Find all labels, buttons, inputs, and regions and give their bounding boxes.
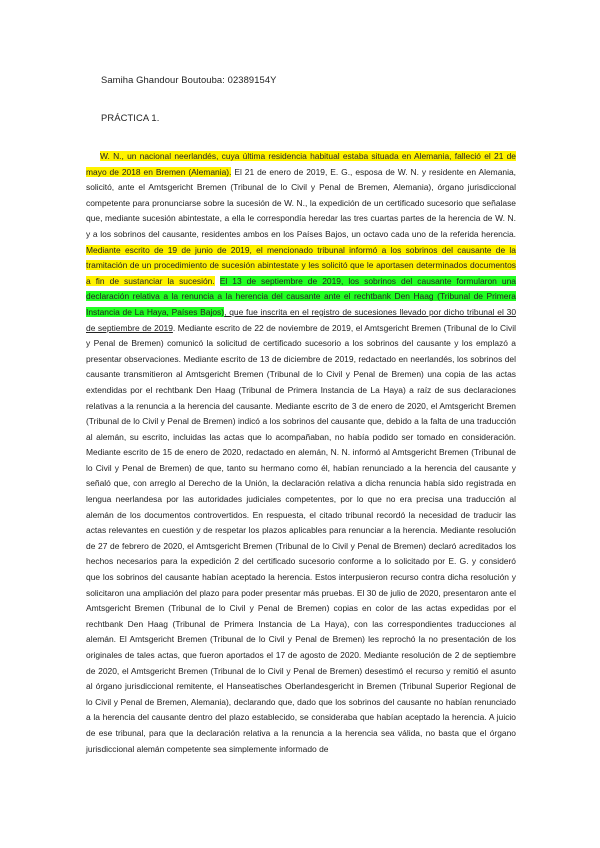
highlight-green: El 13 de septiembre de 2019, los sobrinos del causante formularon una declaración relativa a la renuncia a la herencia del causante ante el rechtbank Den Haag (Tribunal de Primera Instancia de La Haya, Países Bajos) [86, 275, 516, 317]
author-line: Samiha Ghandour Boutouba: 02389154Y [101, 74, 277, 85]
text-segment-2 [215, 276, 220, 286]
text-segment-3: . Mediante escrito de 22 de noviembre de 2019, el Amtsgericht Bremen (Tribunal de lo Civil y Penal de Bremen) comunicó la solicitud de certificado sucesorio a los sobrinos del causante y los emplazó a presentar observaciones. Mediante escrito de 13 de diciembre de 2019, redactado en neerlandés, los sobrinos del causante transmitieron al Amtsgericht Bremen (Tribunal de lo Civil y Penal de Bremen) una copia de las actas extendidas por el rechtbank Den Haag (Tribunal de Primera Instancia de La Haya) a raíz de sus declaraciones relativas a la renuncia a la herencia del causante. Mediante escrito de 3 de enero de 2020, el Amtsgericht Bremen (Tribunal de lo Civil y Penal de Bremen) indicó a los sobrinos del causante que, debido a la falta de una traducción al alemán, su escrito, incluidas las actas que lo acompañaban, no había podido ser tomado en consideración. Mediante escrito de 15 de enero de 2020, redactado en alemán, N. N. informó al Amtsgericht Bremen (Tribunal de lo Civil y Penal de Bremen) de que, tanto su hermano como él, habían renunciado a la herencia del causante y señaló que, con arreglo al Derecho de la Unión, la declaración relativa a dicha renuncia había sido registrada en lengua neerlandesa por las autoridades judiciales competentes, por lo que no era precisa una traducción al alemán de los documentos controvertidos. En respuesta, el citado tribunal recordó la necesidad de traducir las actas relevantes en cuestión y de respetar los plazos aplicables para renunciar a la herencia. Mediante resolución de 27 de febrero de 2020, el Amtsgericht Bremen (Tribunal de lo Civil y Penal de Bremen) declaró acreditados los hechos necesarios para la expedición 2 del certificado sucesorio conforme a lo solicitado por E. G. y consideró que los sobrinos del causante habían aceptado la herencia. Estos interpusieron recurso contra dicha resolución y solicitaron una ampliación del plazo para poder presentar más pruebas. El 30 de julio de 2020, presentaron ante el Amtsgericht Bremen (Tribunal de lo Civil y Penal de Bremen) copias en color de las actas expedidas por el rechtbank Den Haag (Tribunal de Primera Instancia de La Haya), con las correspondientes traducciones al alemán. El Amtsgericht Bremen (Tribunal de lo Civil y Penal de Bremen) les reprochó la no presentación de los originales de tales actas, que fueron aportados el 17 de agosto de 2020. Mediante resolución de 2 de septiembre de 2020, el Amtsgericht Bremen (Tribunal de lo Civil y Penal de Bremen) desestimó el recurso y remitió el asunto al órgano jurisdiccional remitente, el Hanseatisches Oberlandesgericht in Bremen (Tribunal Superior Regional de lo Civil y Penal de Bremen, Alemania), declarando que, dado que los sobrinos del causante no habían renunciado a la herencia del causante dentro del plazo establecido, se consideraba que habían aceptado la herencia. A juicio de ese tribunal, para que la declaración relativa a la renuncia a la herencia sea válida, no basta que el órgano jurisdiccional alemán competente sea simplemente informado de [86, 322, 516, 754]
practice-heading: PRÁCTICA 1. [101, 112, 160, 123]
underlined-segment: , que fue inscrita en el registro de sucesiones llevado por dicho tribunal el 30 de septiembre de 2019 [86, 306, 517, 333]
highlight-yellow-2: Mediante escrito de 19 de junio de 2019, el mencionado tribunal informó a los sobrinos del causante de la tramitación de un procedimiento de sucesión abintestate y les solicitó que le aportasen determinados documentos a fin de sustanciar la sucesión. [86, 244, 516, 286]
highlight-yellow-1: W. N., un nacional neerlandés, cuya última residencia habitual estaba situada en Alemania, falleció el 21 de mayo de 2018 en Bremen (Alemania). [86, 151, 516, 177]
body-paragraph [86, 149, 516, 757]
text-segment-1: El 21 de enero de 2019, E. G., esposa de W. N. y residente en Alemania, solicitó, ante el Amtsgericht Bremen (Tribunal de lo Civil y Penal de Bremen, Alemania), órgano jurisdiccional competente para pronunciarse sobre la sucesión de W. N., la expedición de un certificado sucesorio que señalase que, mediante sucesión abintestate, a ella le correspondía heredar las tres cuartas partes de la herencia de W. N. y a los sobrinos del causante, residentes ambos en los Países Bajos, un octavo cada uno de la referida herencia. [86, 166, 517, 239]
